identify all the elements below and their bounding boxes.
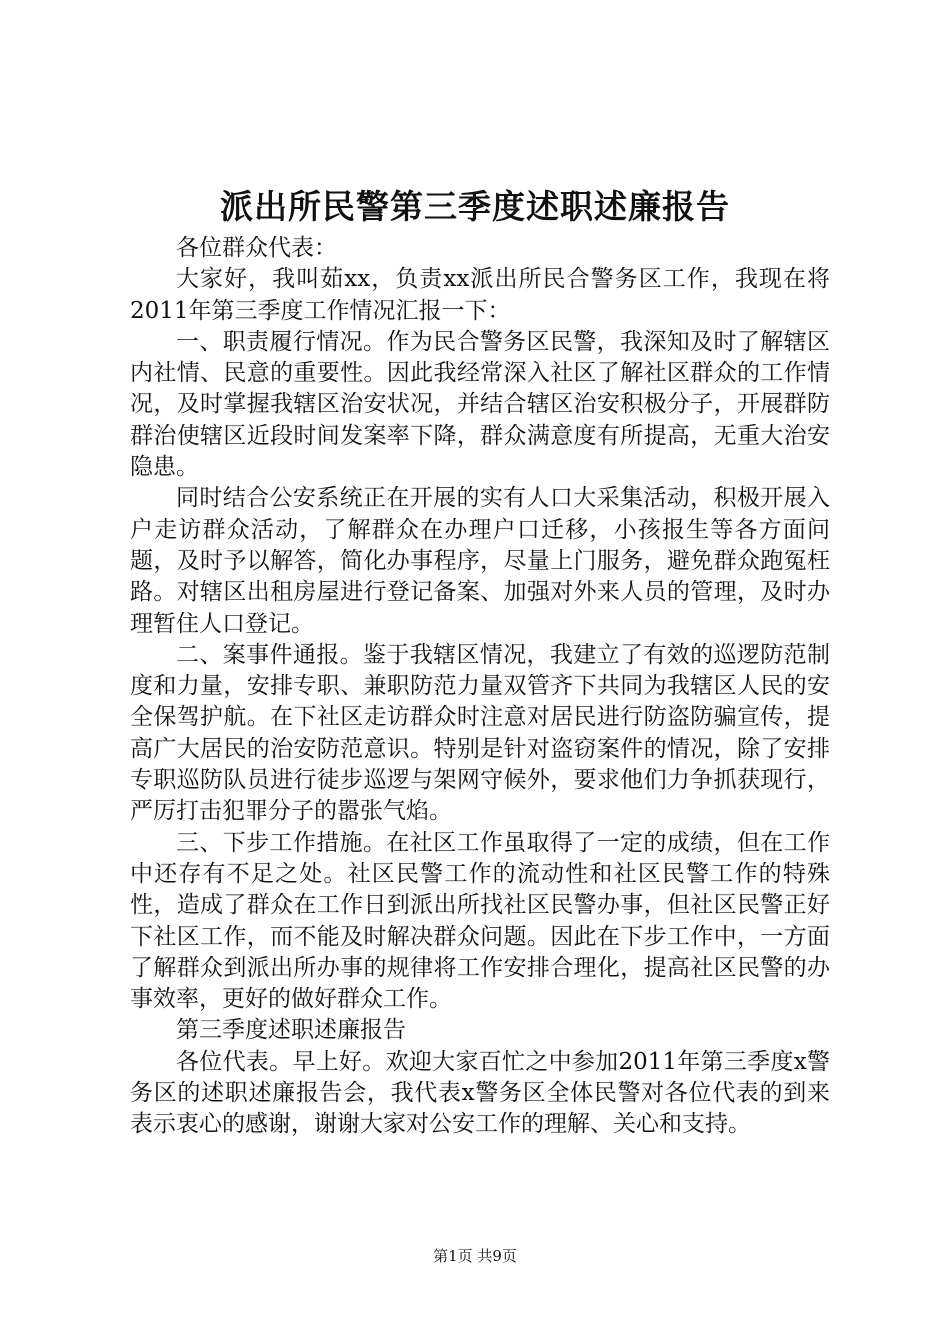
case-report-paragraph: 二、案事件通报。鉴于我辖区情况，我建立了有效的巡逻防范制度和力量，安排专职、兼职防范力量双管齐下共同为我辖区人民的安全保驾护航。在下社区走访群众时注意对居民进行防盗防骗宣传，提高广大居民的治安防范意识。特别是针对盗窃案件的情况，除了安排专职巡防队员进行徒步巡逻与架网守候外，要求他们力争抓获现行，严厉打击犯罪分子的嚣张气焰。 bbox=[130, 641, 830, 825]
page-indicator: 第1页 共9页 bbox=[433, 1247, 517, 1265]
next-steps-paragraph: 三、下步工作措施。在社区工作虽取得了一定的成绩，但在工作中还存有不足之处。社区民警工作的流动性和社区民警工作的特殊性，造成了群众在工作日到派出所找社区民警办事，但社区民警正好下社区工作，而不能及时解决群众问题。因此在下步工作中，一方面了解群众到派出所办事的规律将工作安排合理化，提高社区民警的办事效率，更好的做好群众工作。 bbox=[130, 829, 830, 1013]
duty-paragraph: 一、职责履行情况。作为民合警务区民警，我深知及时了解辖区内社情、民意的重要性。因此我经常深入社区了解社区群众的工作情况，及时掌握我辖区治安状况，并结合辖区治安积极分子，开展群防群治使辖区近段时间发案率下降，群众满意度有所提高，无重大治安隐患。 bbox=[130, 328, 830, 481]
intro-paragraph: 大家好，我叫茹xx，负责xx派出所民合警务区工作，我现在将2011年第三季度工作情况汇报一下： bbox=[130, 266, 830, 324]
document-body bbox=[130, 233, 830, 1141]
population-paragraph: 同时结合公安系统正在开展的实有人口大采集活动，积极开展入户走访群众活动，了解群众在办理户口迁移，小孩报生等各方面问题，及时予以解答，简化办事程序，尽量上门服务，避免群众跑冤枉路。对辖区出租房屋进行登记备案、加强对外来人员的管理，及时办理暂住人口登记。 bbox=[130, 485, 830, 637]
section-heading: 第三季度述职述廉报告 bbox=[176, 1017, 406, 1044]
document-title: 派出所民警第三季度述职述廉报告 bbox=[220, 187, 730, 226]
welcome-paragraph: 各位代表。早上好。欢迎大家百忙之中参加2011年第三季度x警务区的述职述廉报告会，我代表x警务区全体民警对各位代表的到来表示衷心的感谢，谢谢大家对公安工作的理解、关心和支持。 bbox=[130, 1048, 830, 1138]
salutation: 各位群众代表： bbox=[176, 235, 337, 261]
